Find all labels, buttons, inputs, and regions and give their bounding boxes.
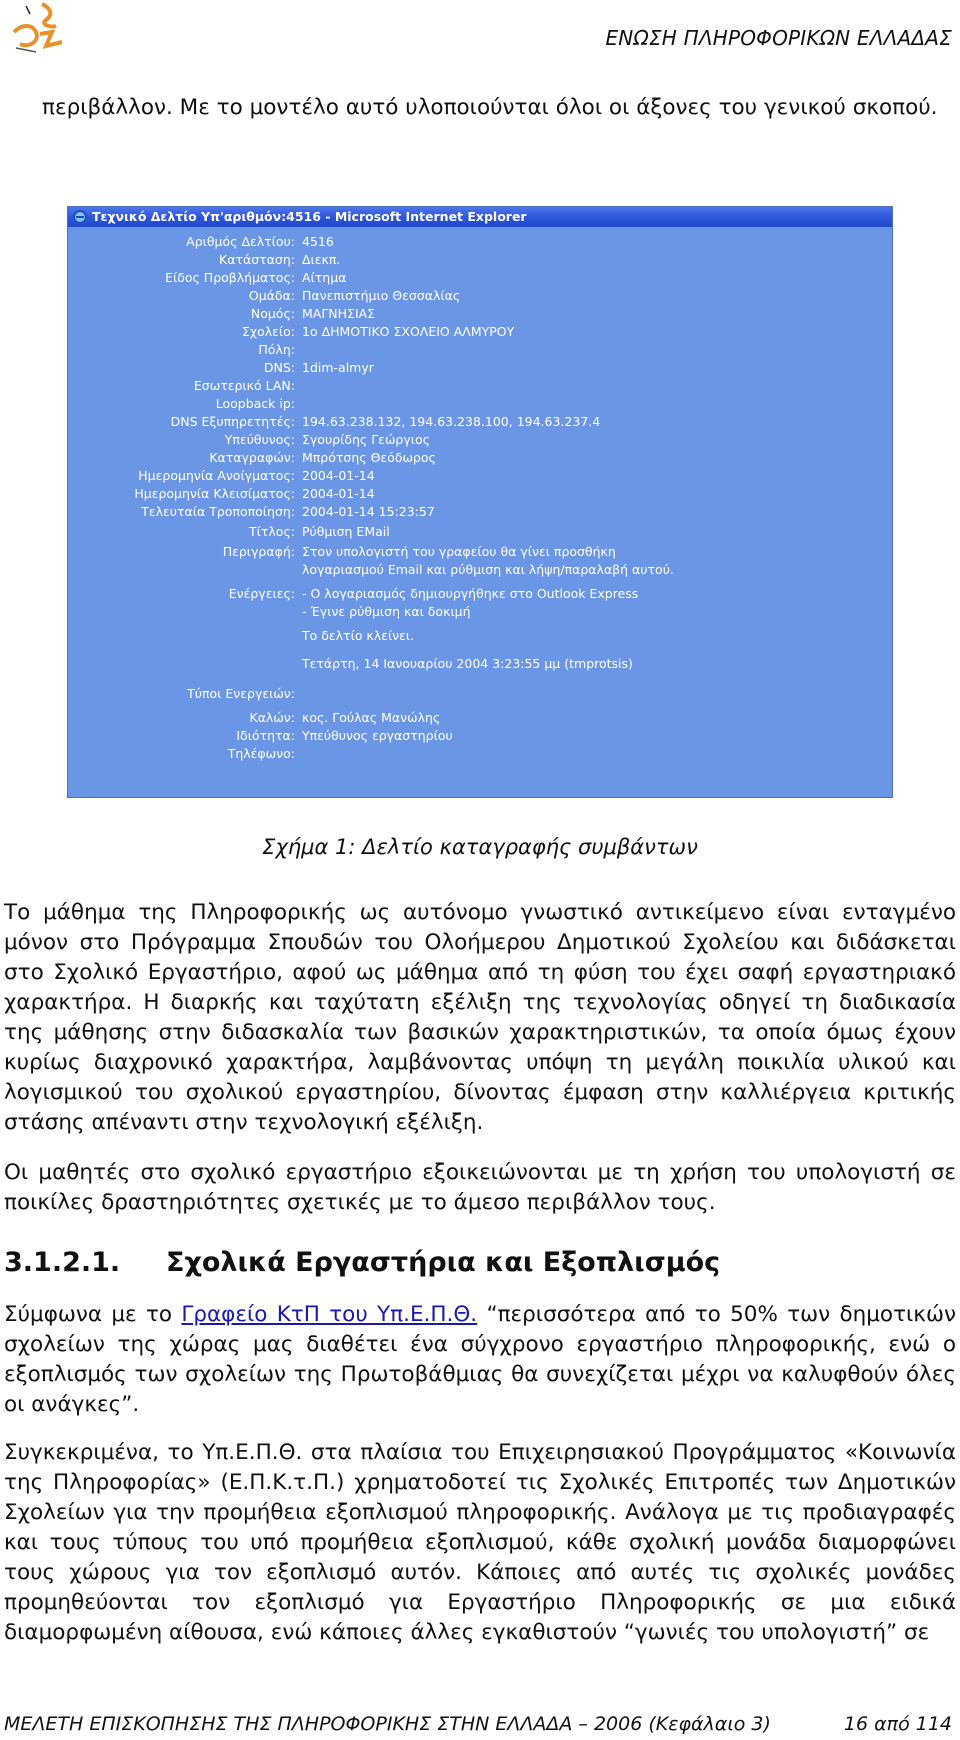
ticket-row-label: Τύποι Ενεργειών: [187,686,295,701]
ticket-row-value: κος. Γούλας Μανώλης [302,710,441,725]
paragraph-3 [4,1300,956,1420]
ticket-row [68,324,894,340]
ticket-row [68,544,894,560]
ticket-row [68,728,894,744]
figure-caption: Σχήμα 1: Δελτίο καταγραφής συμβάντων [262,835,698,859]
ticket-row [68,710,894,726]
ticket-row-label: Υπεύθυνος: [224,432,295,447]
ticket-row-value: 1ο ΔΗΜΟΤΙΚΟ ΣΧΟΛΕΙΟ ΑΛΜΥΡΟΥ [302,324,515,339]
ticket-row [68,562,894,578]
ticket-row-label: Ομάδα: [248,288,295,303]
ticket-row-value: Στον υπολογιστή του γραφείου θα γίνει προσθήκη [302,544,616,559]
ticket-row [68,450,894,466]
ticket-row-label: DNS Εξυπηρετητές: [170,414,295,429]
ticket-row-label: Αριθμός Δελτίου: [186,234,295,249]
ticket-row-value: Υπεύθυνος εργαστηρίου [302,728,453,743]
ticket-row-label: Ενέργειες: [228,586,295,601]
ticket-row-value: - Έγινε ρύθμιση και δοκιμή [302,604,471,619]
organization-logo-icon [6,2,76,54]
ticket-row-label: Περιγραφή: [222,544,295,559]
ticket-row-value: Πανεπιστήμιο Θεσσαλίας [302,288,461,303]
ticket-row [68,504,894,520]
ticket-row-label: Ιδιότητα: [236,728,295,743]
ticket-row-label: Σχολείο: [241,324,295,339]
header-organization: ΕΝΩΣΗ ΠΛΗΡΟΦΟΡΙΚΩΝ ΕΛΛΑΔΑΣ [605,26,952,50]
ticket-row-label: Καλών: [249,710,295,725]
ticket-row [68,486,894,502]
paragraph-3-before: Σύμφωνα με το [4,1302,182,1327]
ticket-row-label: Ημερομηνία Ανοίγματος: [138,468,295,483]
ticket-row-value: Διεκπ. [302,252,341,267]
ticket-row-label: DNS: [263,360,295,375]
ticket-row [68,468,894,484]
ticket-row [68,306,894,322]
section-title: Σχολικά Εργαστήρια και Εξοπλισμός [166,1247,721,1278]
section-heading [4,1247,720,1278]
section-number: 3.1.2.1. [4,1247,121,1278]
ticket-row [68,270,894,286]
ticket-row-value: 2004-01-14 15:23:57 [302,504,435,519]
ticket-row-label: Νομός: [250,306,295,321]
ticket-row [68,360,894,376]
ticket-row [68,686,894,702]
ticket-row [68,378,894,394]
footer-title: ΜΕΛΕΤΗ ΕΠΙΣΚΟΠΗΣΗΣ ΤΗΣ ΠΛΗΡΟΦΟΡΙΚΗΣ ΣΤΗΝ ΕΛΛΑΔΑ – 2006 (Κεφάλαιο 3) [4,1713,771,1735]
ticket-row-label: Loopback ip: [215,396,295,411]
ticket-row-label: Πόλη: [258,342,295,357]
ticket-row [68,604,894,620]
ticket-row-value: 2004-01-14 [302,486,375,501]
paragraph-4: Συγκεκριμένα, το Υπ.Ε.Π.Θ. στα πλαίσια του Επιχειρησιακού Προγράμματος «Κοινωνία της Πληροφορίας» (Ε.Π.Κ.τ.Π.) χρηματοδοτεί τις Σχολικές Επιτροπές των Δημοτικών Σχολείων για την προμήθεια εξοπλισμού πληροφορικής. Ανάλογα με τις προδιαγραφές και τους τύπους του υπό προμήθεια εξοπλισμού, κάθε σχολική μονάδα διαμορφώνει τους χώρους για τον εξοπλισμό αυτόν. Κάποιες από αυτές τις σχολικές μονάδες προμηθεύονται τον εξοπλισμό για Εργαστήριο Πληροφορικής σε μια ειδικά διαμορφωμένη αίθουσα, ενώ κάποιες άλλες εγκαθιστούν “γωνιές του υπολογιστή” σε [4,1440,956,1645]
ticket-row [68,396,894,412]
ticket-row-label: Τηλέφωνο: [227,746,295,761]
ticket-row [68,288,894,304]
window-title: Τεχνικό Δελτίο Υπ'αριθμόν:4516 - Microsoft Internet Explorer [92,209,527,224]
ktp-office-link[interactable]: Γραφείο ΚτΠ του Υπ.Ε.Π.Θ. [181,1302,478,1327]
ticket-row [68,252,894,268]
ticket-row-value: Τετάρτη, 14 Ιανουαρίου 2004 3:23:55 μμ (tmprotsis) [302,656,633,671]
paragraph-2: Οι μαθητές στο σχολικό εργαστήριο εξοικειώνονται με τη χρήση του υπολογιστή σε ποικίλες δραστηριότητες σχετικές με το άμεσο περιβάλλον τους. [4,1160,956,1215]
ticket-row-value: 194.63.238.132, 194.63.238.100, 194.63.237.4 [302,414,601,429]
ticket-row-label: Είδος Προβλήματος: [165,270,295,285]
ticket-row [68,414,894,430]
ticket-row-value: Μπρότσης Θεόδωρος [302,450,436,465]
footer-page-number: 16 από 114 [843,1713,952,1735]
ticket-row [68,628,894,644]
ticket-row-value: ΜΑΓΝΗΣΙΑΣ [302,306,376,321]
ticket-row [68,342,894,358]
ticket-row [68,524,894,540]
ticket-row-value: λογαριασμού Email και ρύθμιση και λήψη/παραλαβή αυτού. [302,562,674,577]
ticket-row-label: Τελευταία Τροποποίηση: [141,504,295,519]
ticket-row-value: - Ο λογαριασμός δημιουργήθηκε στο Outlook Express [302,586,639,601]
ticket-row-label: Ημερομηνία Κλεισίματος: [134,486,295,501]
ticket-screenshot [67,206,893,798]
ticket-row-value: Αίτημα [302,270,347,285]
ticket-row-value: Ρύθμιση EMail [302,524,390,539]
paragraph-1: Το μάθημα της Πληροφορικής ως αυτόνομο γνωστικό αντικείμενο είναι ενταγμένο μόνον στο Πρόγραμμα Σπουδών του Ολοήμερου Δημοτικού Σχολείου και διδάσκεται στο Σχολικό Εργαστήριο, αφού ως μάθημα από τη φύση του έχει σαφή εργαστηριακό χαρακτήρα. Η διαρκής και ταχύτατη εξέλιξη της τεχνολογίας οδηγεί τη διαδικασία της μάθησης στην διδασκαλία των βασικών χαρακτηριστικών, τα οποία όμως έχουν κυρίως διαχρονικό χαρακτήρα, λαμβάνοντας υπόψη τη μεγάλη ποικιλία υλικού και λογισμικού του σχολικού εργαστηρίου, δίνοντας έμφαση στην καλλιέργεια κριτικής στάσης απέναντι στην τεχνολογική εξέλιξη. [4,900,956,1135]
ticket-row-value: Το δελτίο κλείνει. [302,628,415,643]
ticket-row [68,586,894,602]
ticket-row-label: Τίτλος: [249,524,295,539]
ticket-row [68,656,894,672]
ticket-row-value: 4516 [302,234,334,249]
ticket-row [68,234,894,250]
ticket-row-label: Κατάσταση: [219,252,295,267]
window-titlebar [68,207,892,227]
intro-paragraph: περιβάλλον. Με το μοντέλο αυτό υλοποιούνται όλοι οι άξονες του γενικού σκοπού. [42,95,938,120]
ticket-row [68,432,894,448]
ticket-row-label: Εσωτερικό LAN: [193,378,295,393]
paragraph-3-after: “περισσότερα από το 50% των δημοτικών σχολείων της χώρας μας διαθέτει ένα σύγχρονο εργαστήριο πληροφορικής, ενώ ο εξοπλισμός των σχολείων της Πρωτοβάθμιας θα συνεχίζεται μέχρι να καλυφθούν όλες οι ανάγκες”. [4,1302,956,1417]
ticket-row-value: 1dim-almyr [302,360,374,375]
ticket-row-value: 2004-01-14 [302,468,375,483]
ticket-row-label: Καταγραφών: [209,450,295,465]
ticket-row-value: Σγουρίδης Γεώργιος [302,432,430,447]
ticket-row [68,746,894,762]
internet-explorer-icon [73,210,87,224]
